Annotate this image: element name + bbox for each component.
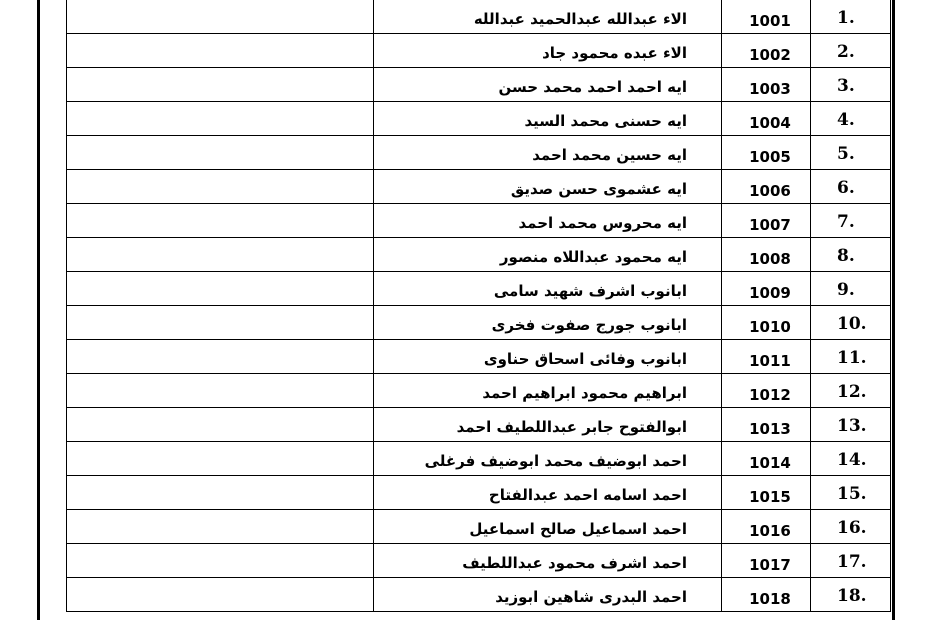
row-number-cell: 3. xyxy=(811,68,891,102)
blank-cell xyxy=(67,374,374,408)
row-number-cell: 2. xyxy=(811,34,891,68)
blank-cell xyxy=(67,510,374,544)
row-number-cell: 17. xyxy=(811,544,891,578)
table-row xyxy=(67,578,891,612)
row-number-cell: 8. xyxy=(811,238,891,272)
student-code-cell: 1013 xyxy=(722,408,811,442)
blank-cell xyxy=(67,306,374,340)
table-row xyxy=(67,204,891,238)
student-code-cell: 1005 xyxy=(722,136,811,170)
student-name-cell: ايه محروس محمد احمد xyxy=(374,204,722,238)
table-row xyxy=(67,0,891,34)
row-number-cell: 10. xyxy=(811,306,891,340)
student-name-cell: ابانوب اشرف شهيد سامى xyxy=(374,272,722,306)
table-row xyxy=(67,34,891,68)
row-number-cell: 13. xyxy=(811,408,891,442)
student-code-cell: 1012 xyxy=(722,374,811,408)
student-name-cell: ابانوب جورج صفوت فخرى xyxy=(374,306,722,340)
student-code-cell: 1007 xyxy=(722,204,811,238)
blank-cell xyxy=(67,544,374,578)
student-name-cell: الاء عبدالله عبدالحميد عبدالله xyxy=(374,0,722,34)
row-number-cell: 11. xyxy=(811,340,891,374)
row-number-cell: 12. xyxy=(811,374,891,408)
blank-cell xyxy=(67,136,374,170)
table-row xyxy=(67,136,891,170)
student-code-cell: 1009 xyxy=(722,272,811,306)
student-name-cell: احمد ابوضيف محمد ابوضيف فرغلى xyxy=(374,442,722,476)
page-border-left xyxy=(37,0,40,620)
student-code-cell: 1004 xyxy=(722,102,811,136)
student-name-cell: احمد البدرى شاهين ابوزيد xyxy=(374,578,722,612)
student-name-cell: ايه محمود عبداللاه منصور xyxy=(374,238,722,272)
student-name-cell: ابوالفتوح جابر عبداللطيف احمد xyxy=(374,408,722,442)
student-name-cell: ابانوب وفائى اسحاق حناوى xyxy=(374,340,722,374)
row-number-cell: 5. xyxy=(811,136,891,170)
row-number-cell: 7. xyxy=(811,204,891,238)
student-code-cell: 1011 xyxy=(722,340,811,374)
student-code-cell: 1002 xyxy=(722,34,811,68)
table-row xyxy=(67,238,891,272)
student-code-cell: 1008 xyxy=(722,238,811,272)
student-code-cell: 1018 xyxy=(722,578,811,612)
blank-cell xyxy=(67,0,374,34)
student-code-cell: 1016 xyxy=(722,510,811,544)
table-row xyxy=(67,102,891,136)
page-border-right xyxy=(892,0,895,620)
student-name-cell: ابراهيم محمود ابراهيم احمد xyxy=(374,374,722,408)
student-code-cell: 1015 xyxy=(722,476,811,510)
blank-cell xyxy=(67,578,374,612)
row-number-cell: 1. xyxy=(811,0,891,34)
table-row xyxy=(67,68,891,102)
row-number-cell: 16. xyxy=(811,510,891,544)
student-roster-table xyxy=(66,0,891,612)
student-name-cell: احمد اسماعيل صالح اسماعيل xyxy=(374,510,722,544)
student-code-cell: 1001 xyxy=(722,0,811,34)
table-row xyxy=(67,408,891,442)
table-row xyxy=(67,340,891,374)
student-name-cell: ايه عشموى حسن صديق xyxy=(374,170,722,204)
row-number-cell: 18. xyxy=(811,578,891,612)
blank-cell xyxy=(67,204,374,238)
table-row xyxy=(67,306,891,340)
table-row xyxy=(67,170,891,204)
student-code-cell: 1006 xyxy=(722,170,811,204)
blank-cell xyxy=(67,340,374,374)
blank-cell xyxy=(67,272,374,306)
blank-cell xyxy=(67,408,374,442)
row-number-cell: 9. xyxy=(811,272,891,306)
student-name-cell: ايه حسين محمد احمد xyxy=(374,136,722,170)
blank-cell xyxy=(67,102,374,136)
roster-body xyxy=(67,0,891,612)
row-number-cell: 6. xyxy=(811,170,891,204)
row-number-cell: 15. xyxy=(811,476,891,510)
student-name-cell: الاء عبده محمود جاد xyxy=(374,34,722,68)
student-name-cell: ايه احمد احمد محمد حسن xyxy=(374,68,722,102)
blank-cell xyxy=(67,68,374,102)
table-row xyxy=(67,272,891,306)
row-number-cell: 4. xyxy=(811,102,891,136)
student-code-cell: 1014 xyxy=(722,442,811,476)
blank-cell xyxy=(67,442,374,476)
student-name-cell: ايه حسنى محمد السيد xyxy=(374,102,722,136)
student-code-cell: 1010 xyxy=(722,306,811,340)
table-row xyxy=(67,476,891,510)
table-row xyxy=(67,510,891,544)
student-code-cell: 1017 xyxy=(722,544,811,578)
row-number-cell: 14. xyxy=(811,442,891,476)
blank-cell xyxy=(67,238,374,272)
table-row xyxy=(67,374,891,408)
student-name-cell: احمد اشرف محمود عبداللطيف xyxy=(374,544,722,578)
student-code-cell: 1003 xyxy=(722,68,811,102)
table-row xyxy=(67,544,891,578)
blank-cell xyxy=(67,34,374,68)
table-row xyxy=(67,442,891,476)
blank-cell xyxy=(67,476,374,510)
student-name-cell: احمد اسامه احمد عبدالفتاح xyxy=(374,476,722,510)
blank-cell xyxy=(67,170,374,204)
